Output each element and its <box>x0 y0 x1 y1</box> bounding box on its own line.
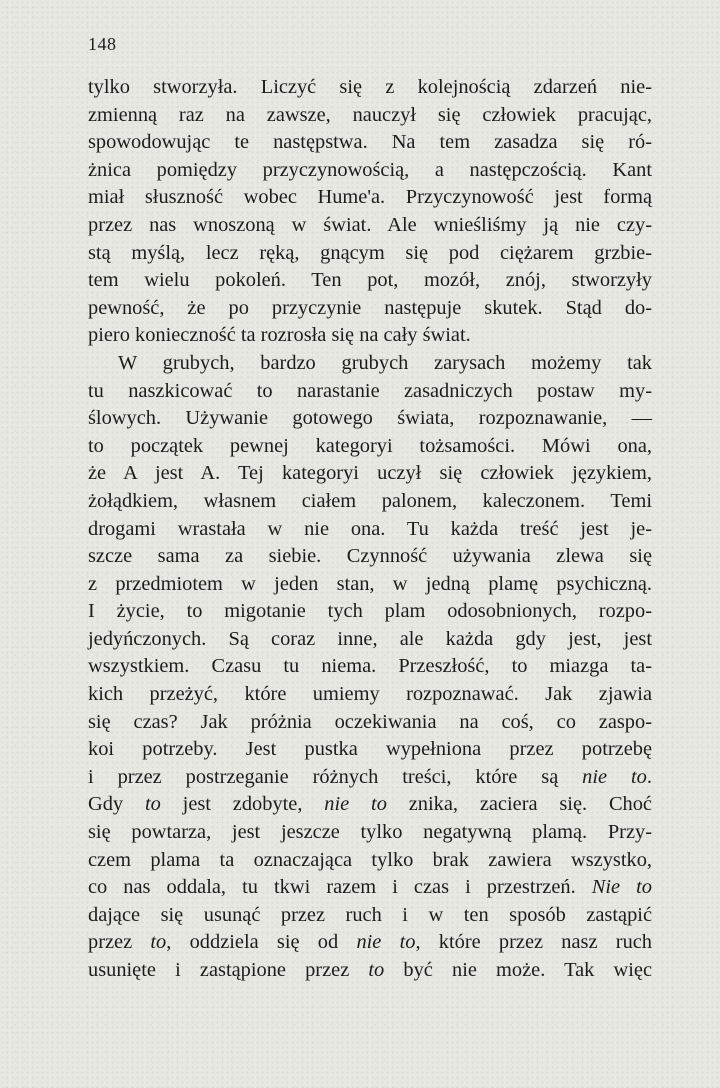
italic-phrase: nie to <box>356 931 416 954</box>
text-line: się czas? Jak próżnia oczekiwania na coś, co zaspo- <box>88 710 652 733</box>
text-line: przez nas wnoszoną w świat. Ale wnieśliśmy ją nie czy- <box>88 213 652 236</box>
text-line: tylko stworzyła. Liczyć się z kolejnością zdarzeń nie- <box>88 76 652 98</box>
paragraph-start-line: W grubych, bardzo grubych zarysach możemy tak <box>118 351 652 374</box>
text-line: I życie, to migotanie tych plam odosobnionych, rozpo- <box>88 600 652 623</box>
text-line: stą myślą, lecz ręką, gnącym się pod ciężarem grzbie- <box>88 241 652 264</box>
italic-phrase: to <box>144 793 161 816</box>
text-line: to początek pewnej kategoryi tożsamości. Mówi ona, <box>88 434 652 457</box>
text-line: kich przeżyć, które umiemy rozpoznawać. Jak zjawia <box>88 683 652 706</box>
text-line: jedyńczonych. Są coraz inne, ale każda gdy jest, jest <box>88 627 652 650</box>
text-line: przez to, oddziela się od nie to, które przez nasz ruch <box>88 931 653 954</box>
text-line: tu naszkicować to narastanie zasadniczych postaw my- <box>88 379 652 402</box>
text-line: ślowych. Używanie gotowego świata, rozpoznawanie, — <box>88 407 652 430</box>
page-number: 148 <box>88 34 117 54</box>
text-line: koi potrzeby. Jest pustka wypełniona przez potrzebę <box>88 738 652 761</box>
text-line: i przez postrzeganie różnych treści, które są nie to. <box>88 765 652 788</box>
text-line: miał słuszność wobec Hume'a. Przyczynowość jest formą <box>88 186 652 209</box>
text-line: Gdy to jest zdobyte, nie to znika, zaciera się. Choć <box>88 793 652 816</box>
text-line: dające się usunąć przez ruch i w ten sposób zastąpić <box>88 903 652 926</box>
text-line: drogami wrastała w nie ona. Tu każda treść jest je- <box>88 517 652 540</box>
text-line: z przedmiotem w jeden stan, w jedną plamę psychiczną. <box>88 572 652 595</box>
page-text <box>88 74 652 985</box>
italic-phrase: to <box>150 931 167 954</box>
text-line: usunięte i zastąpione przez to być nie może. Tak więc <box>88 959 652 981</box>
text-line: że A jest A. Tej kategoryi uczył się człowiek językiem, <box>88 462 652 485</box>
text-line: co nas oddala, tu tkwi razem i czas i przestrzeń. Nie to <box>88 876 652 899</box>
italic-phrase: nie to <box>324 793 387 816</box>
text-line: żnica pomiędzy przyczynowością, a następczością. Kant <box>88 158 652 181</box>
italic-phrase: nie to <box>582 765 647 788</box>
text-line: czem plama ta oznaczająca tylko brak zawiera wszystko, <box>88 848 652 871</box>
text-line: się powtarza, jest jeszcze tylko negatywną plamą. Przy- <box>88 821 652 844</box>
italic-phrase: Nie to <box>591 876 652 899</box>
text-line: tem wielu pokoleń. Ten pot, mozół, znój, stworzyły <box>88 269 652 292</box>
text-line: żołądkiem, własnem ciałem palonem, kaleczonem. Temi <box>88 489 652 512</box>
text-line: pewność, że po przyczynie następuje skutek. Stąd do- <box>88 296 652 319</box>
text-line: zmienną raz na zawsze, nauczył się człowiek pracując, <box>88 103 652 126</box>
text-line: wszystkiem. Czasu tu niema. Przeszłość, to miazga ta- <box>88 655 652 678</box>
text-line: spowodowując te następstwa. Na tem zasadza się ró- <box>88 131 652 154</box>
paragraph-end-line: piero konieczność ta rozrosła się na cały świat. <box>88 324 471 347</box>
italic-phrase: to <box>368 959 385 981</box>
text-line: szcze sama za siebie. Czynność używania zlewa się <box>88 545 652 568</box>
